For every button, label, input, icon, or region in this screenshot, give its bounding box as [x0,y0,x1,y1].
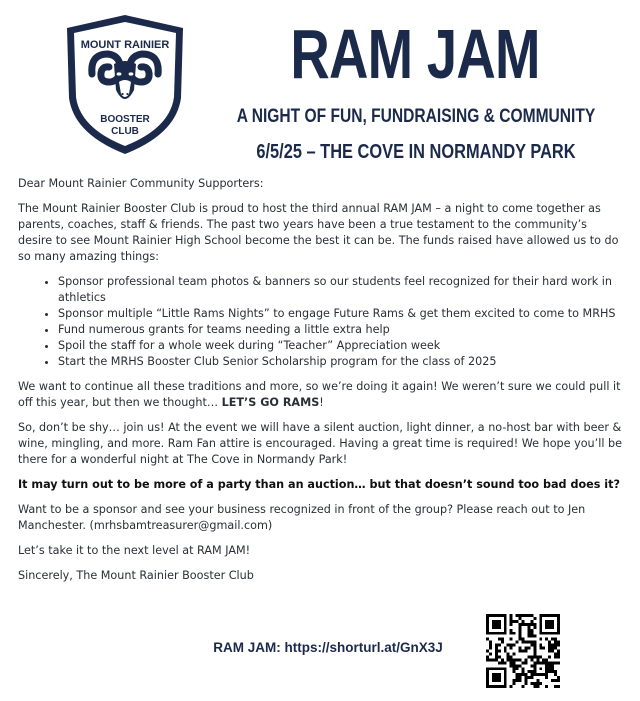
list-item: • Spoil the staff for a whole week during “Teacher” Appreciation week [58,338,622,354]
event-link[interactable]: RAM JAM: https://shorturl.at/GnX3J [213,640,443,655]
event-title: RAM JAM [290,15,540,93]
greeting: Dear Mount Rainier Community Supporters: [18,177,264,190]
event-paragraph: So, don’t be shy… join us! At the event we will have a silent auction, light dinner, a no-host bar with beer & wine, mingling, and more. Ram Fan attire is encouraged. Having a great time is required! We hope you’ll be there for a wonderful night at The Cove in Normandy Park! [18,421,622,466]
logo-bottom-text-1: BOOSTER [100,114,150,125]
lets-go-rams: LET’S GO RAMS [221,396,320,409]
continue-paragraph [18,379,622,411]
booster-club-logo [62,12,188,157]
next-level-line: Let’s take it to the next level at RAM JAM! [18,544,251,557]
continue-text: We want to continue all these traditions and more, so we’re doing it again! We weren’t sure we could pull it off this year, but then we thought… [18,380,621,409]
qr-code-icon[interactable] [486,614,560,688]
intro-paragraph: The Mount Rainier Booster Club is proud to host the third annual RAM JAM – a night to come together as parents, coaches, staff & friends. The past two years have been a true testament to the community’s desire to see Mount Rainier High School become the best it can be. The funds raised have allowed us to do so many amazing things: [18,202,619,263]
event-tagline: A NIGHT OF FUN, FUNDRAISING & COMMUNITY [236,106,596,127]
list-item: • Fund numerous grants for teams needing a little extra help [58,322,622,338]
continue-end: ! [319,396,324,409]
event-date-location: 6/5/25 – THE COVE IN NORMANDY PARK [256,141,576,163]
logo-top-text: MOUNT RAINIER [80,39,170,51]
list-item: • Sponsor professional team photos & banners so our students feel recognized for their hard work in athletics [58,274,622,306]
list-item: • Start the MRHS Booster Club Senior Scholarship program for the class of 2025 [58,354,622,370]
party-line: It may turn out to be more of a party than an auction… but that doesn’t sound too bad does it? [18,478,620,491]
accomplishments-list [18,274,622,370]
signoff: Sincerely, The Mount Rainier Booster Club [18,569,254,582]
letter-body [18,176,622,593]
list-item: • Sponsor multiple “Little Rams Nights” to engage Future Rams & get them excited to come to MRHS [58,306,622,322]
sponsor-paragraph: Want to be a sponsor and see your business recognized in front of the group? Please reach out to Jen Manchester. (mrhsbamtreasurer@gmail.com) [18,503,586,532]
logo-bottom-text-2: CLUB [111,126,139,137]
